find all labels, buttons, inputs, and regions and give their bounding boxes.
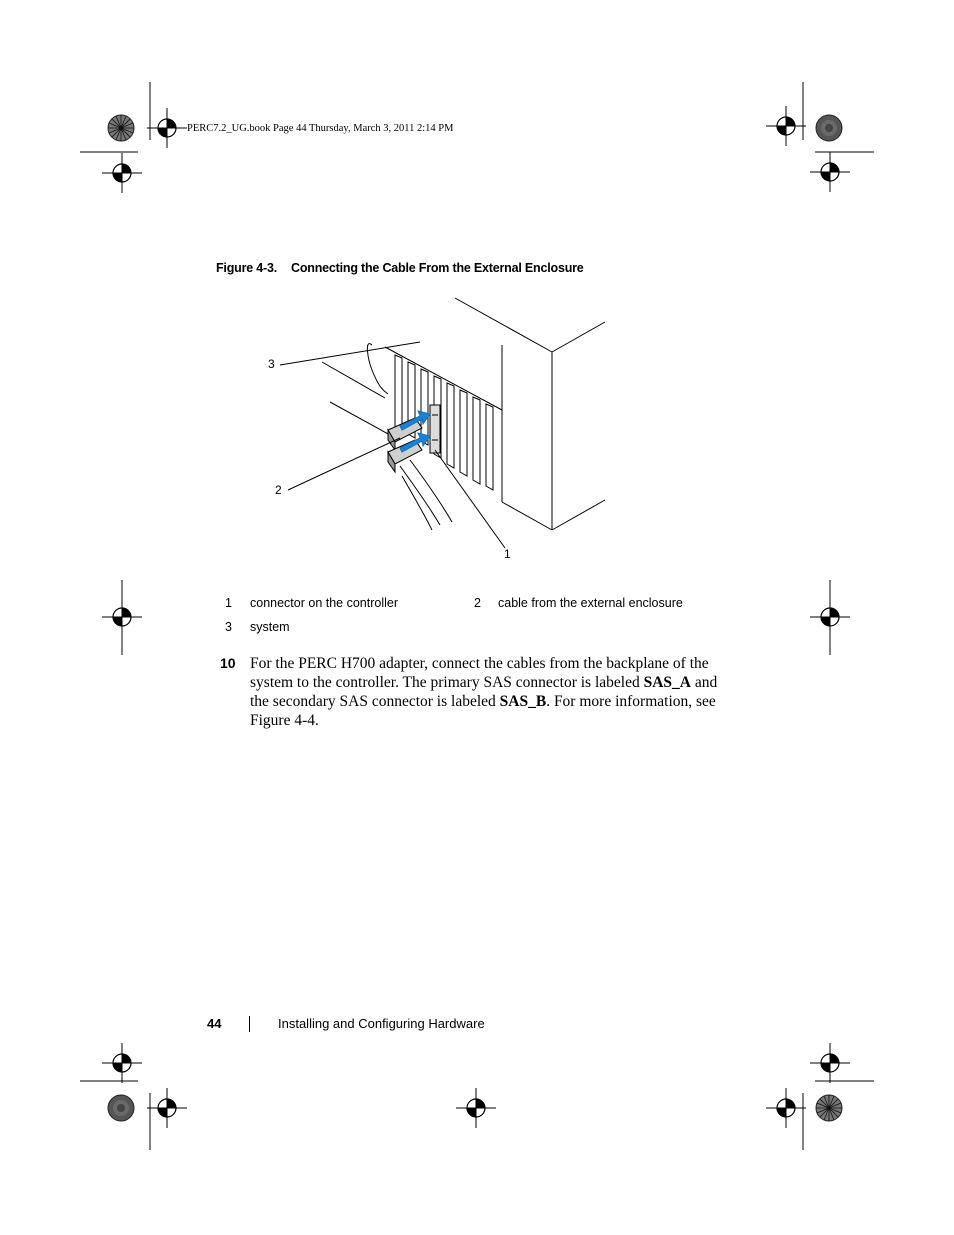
registration-mark [147, 1088, 187, 1128]
step-text-part: and the secondary SAS connector is labeled [250, 674, 718, 710]
registration-mark [108, 115, 134, 141]
footer-divider [249, 1016, 250, 1032]
page-number: 44 [207, 1016, 222, 1031]
registration-mark [102, 153, 142, 193]
chassis-edge [455, 298, 552, 352]
step-text [250, 654, 720, 730]
registration-mark [108, 1095, 134, 1121]
registration-mark [456, 1088, 496, 1128]
callout-1: 1 [504, 547, 511, 561]
callout-leader-1 [435, 450, 505, 548]
legend-text: connector on the controller [250, 596, 399, 610]
chassis-edge [552, 322, 605, 352]
legend-text: system [250, 620, 290, 634]
registration-mark [766, 106, 806, 146]
legend-number: 3 [225, 620, 232, 634]
registration-mark [810, 152, 850, 192]
callout-2: 2 [275, 483, 282, 497]
back-panel-edge [330, 402, 390, 435]
back-panel-edge [385, 347, 502, 410]
figure-caption [216, 261, 584, 275]
footer-section-title: Installing and Configuring Hardware [278, 1016, 485, 1031]
figure-label: Figure 4-3. [216, 261, 278, 275]
connector-label-sas-a: SAS_A [643, 674, 691, 691]
legend-number: 2 [474, 596, 481, 610]
registration-mark [816, 1095, 842, 1121]
controller-connector [430, 405, 440, 453]
step-number: 10 [220, 655, 236, 671]
chassis-edge [552, 500, 605, 530]
figure-title: Connecting the Cable From the External Enclosure [291, 261, 584, 275]
registration-mark [102, 1043, 142, 1083]
cable [400, 460, 452, 530]
registration-mark [147, 108, 187, 148]
back-panel-edge [322, 362, 385, 398]
figure-illustration [260, 290, 620, 570]
panel-curve [367, 344, 388, 394]
registration-mark [766, 1088, 806, 1128]
legend-text: cable from the external enclosure [498, 596, 683, 610]
chassis-edge [502, 502, 552, 530]
connector-label-sas-b: SAS_B [499, 693, 547, 710]
registration-mark [816, 115, 842, 141]
registration-mark [810, 1043, 850, 1083]
callout-3: 3 [268, 357, 275, 371]
callout-leader-2 [288, 438, 400, 490]
step-text-part: . For more information, see Figure 4-4. [250, 693, 716, 729]
print-header-stamp: PERC7.2_UG.book Page 44 Thursday, March 3, 2011 2:14 PM [187, 123, 454, 134]
legend-number: 1 [225, 596, 232, 610]
step-text-part: For the PERC H700 adapter, connect the cables from the backplane of the system to the controller. The primary SAS connector is labeled [250, 655, 709, 691]
callout-leader-3 [280, 342, 420, 365]
